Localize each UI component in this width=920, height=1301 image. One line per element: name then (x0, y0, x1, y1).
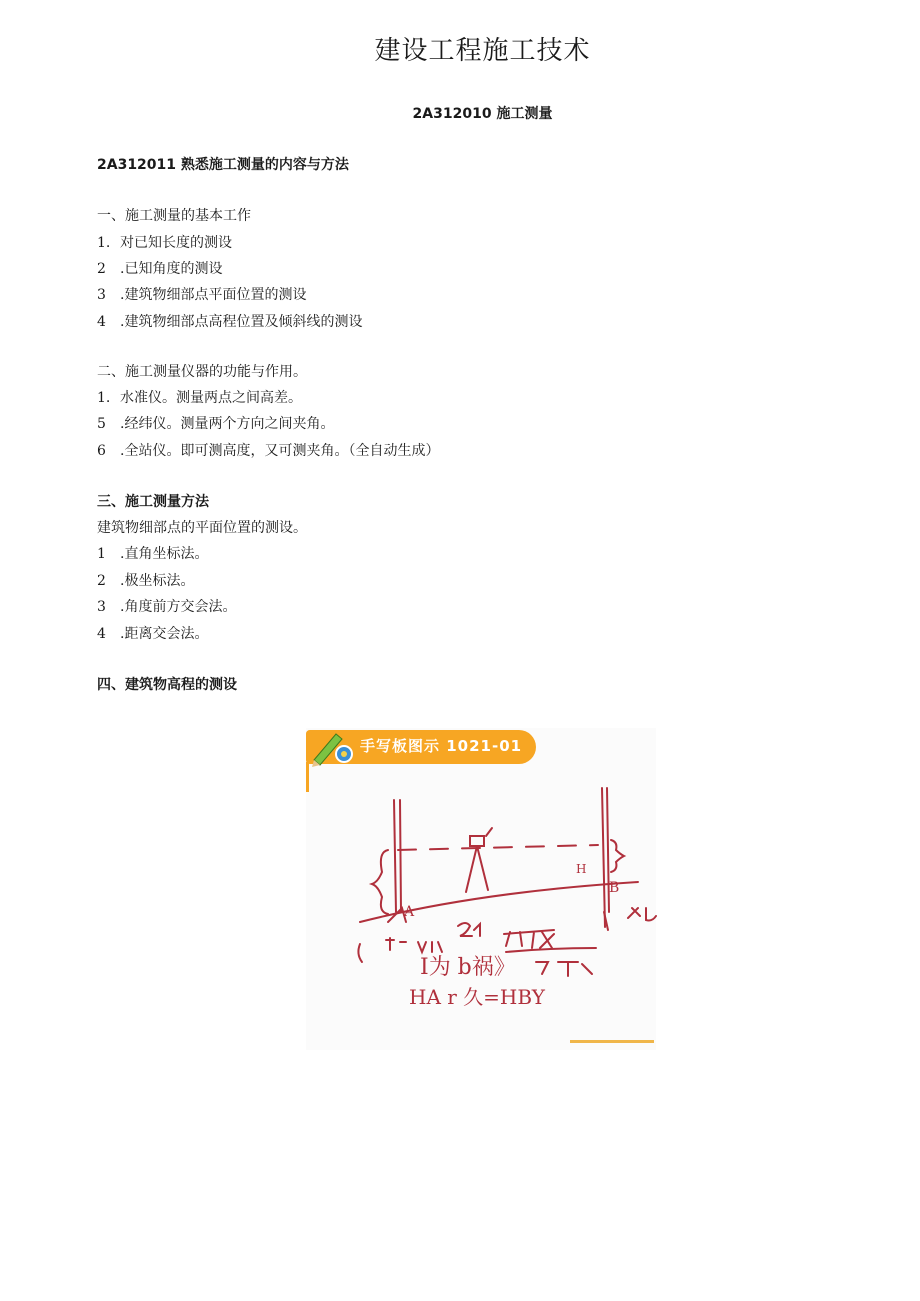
part3-item: 1 .直角坐标法。 (97, 546, 209, 562)
handwriting-line-1: I为 b祸》 (420, 955, 516, 980)
part3-item: 3 .角度前方交会法。 (97, 599, 237, 615)
part4-heading: 四、建筑物高程的测设 (97, 677, 237, 693)
figure-banner-label: 手写板图示 1021-01 (360, 737, 523, 755)
part3-item: 4 .距离交会法。 (97, 626, 209, 642)
part3-heading: 三、施工测量方法 (97, 494, 209, 510)
part1-item: 4 .建筑物细部点高程位置及倾斜线的测设 (97, 314, 363, 330)
part2-item: 1. 水准仪。测量两点之间高差。 (97, 390, 302, 406)
part3-item: 2 .极坐标法。 (97, 573, 195, 589)
part3-intro: 建筑物细部点的平面位置的测设。 (97, 520, 307, 536)
label-b: B (609, 880, 620, 896)
part2-heading: 二、施工测量仪器的功能与作用。 (97, 364, 307, 380)
part1-item: 2 .已知角度的测设 (97, 261, 223, 277)
document-title: 建设工程施工技术 (374, 36, 591, 66)
handwriting-line-2: HA r 久=HBY (409, 985, 545, 1009)
part1-item: 1. 对已知长度的测设 (97, 235, 232, 251)
figure-underline (570, 1040, 654, 1043)
subheading: 2A312011 熟悉施工测量的内容与方法 (97, 157, 349, 173)
part2-item: 5 .经纬仪。测量两个方向之间夹角。 (97, 416, 335, 432)
part1-item: 3 .建筑物细部点平面位置的测设 (97, 287, 307, 303)
handwriting-figure (298, 722, 668, 1052)
section-heading: 2A312010 施工测量 (412, 106, 553, 122)
part1-heading: 一、施工测量的基本工作 (97, 208, 251, 224)
label-a: A (404, 904, 415, 920)
part2-item: 6 .全站仪。即可测高度，又可测夹角。（全自动生成） (97, 443, 440, 459)
label-hb: H (576, 862, 587, 876)
